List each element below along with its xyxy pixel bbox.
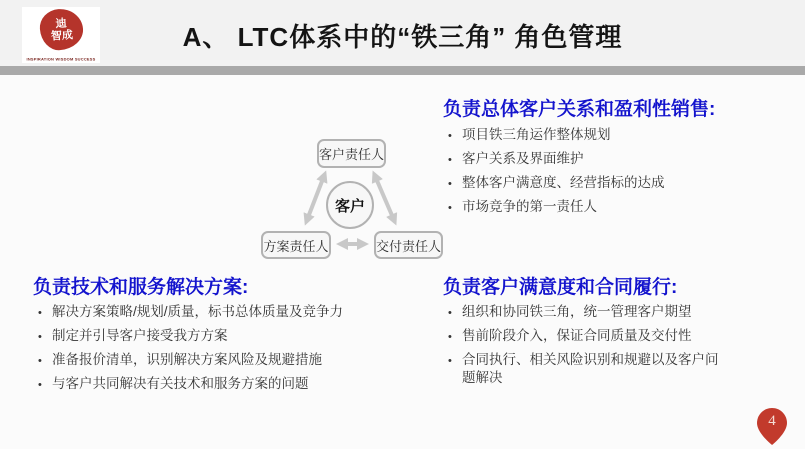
section-title-account: 负责总体客户关系和盈利性销售: <box>443 99 716 120</box>
list-item: • 准备报价清单，识别解决方案风险及规避措施 <box>37 351 407 369</box>
header-divider <box>0 66 805 75</box>
list-item: • 项目铁三角运作整体规划 <box>447 126 747 144</box>
role-box-customer-owner: 客户责任人 <box>317 139 386 168</box>
section-title-solution: 负责技术和服务解决方案: <box>33 277 249 298</box>
list-item: • 整体客户满意度、经营指标的达成 <box>447 174 747 192</box>
arrow-customer-solution <box>307 176 324 220</box>
role-box-delivery-owner: 交付责任人 <box>374 231 443 259</box>
page-number-pin <box>757 408 787 445</box>
fulfillment-bullet-list <box>447 303 729 393</box>
customer-circle: 客户 <box>326 181 374 229</box>
list-item: • 与客户共同解决有关技术和服务方案的问题 <box>37 375 407 393</box>
role-box-solution-owner: 方案责任人 <box>261 231 331 259</box>
solution-bullet-list <box>37 303 407 399</box>
logo-text-line2: 智成 <box>50 28 74 43</box>
section-title-fulfillment: 负责客户满意度和合同履行: <box>443 277 678 298</box>
list-item: • 制定并引导客户接受我方方案 <box>37 327 407 345</box>
slide-title: A、 LTC体系中的“铁三角” 角色管理 <box>182 22 623 52</box>
list-item: • 合同执行、相关风险识别和规避以及客户问题解决 <box>447 351 729 387</box>
list-item: • 市场竞争的第一责任人 <box>447 198 747 216</box>
list-item: • 客户关系及界面维护 <box>447 150 747 168</box>
logo-text-line1: 迪 <box>55 17 67 30</box>
arrow-customer-delivery <box>375 176 394 220</box>
list-item: • 售前阶段介入，保证合同质量及交付性 <box>447 327 729 345</box>
header <box>0 0 805 66</box>
list-item: • 组织和协同铁三角，统一管理客户期望 <box>447 303 729 321</box>
logo-subtext: INSPIRATION WISDOM SUCCESS <box>26 57 96 62</box>
account-bullet-list <box>447 126 747 222</box>
list-item: • 解决方案策略/规划/质量，标书总体质量及竞争力 <box>37 303 407 321</box>
page-number: 4 <box>768 413 776 429</box>
